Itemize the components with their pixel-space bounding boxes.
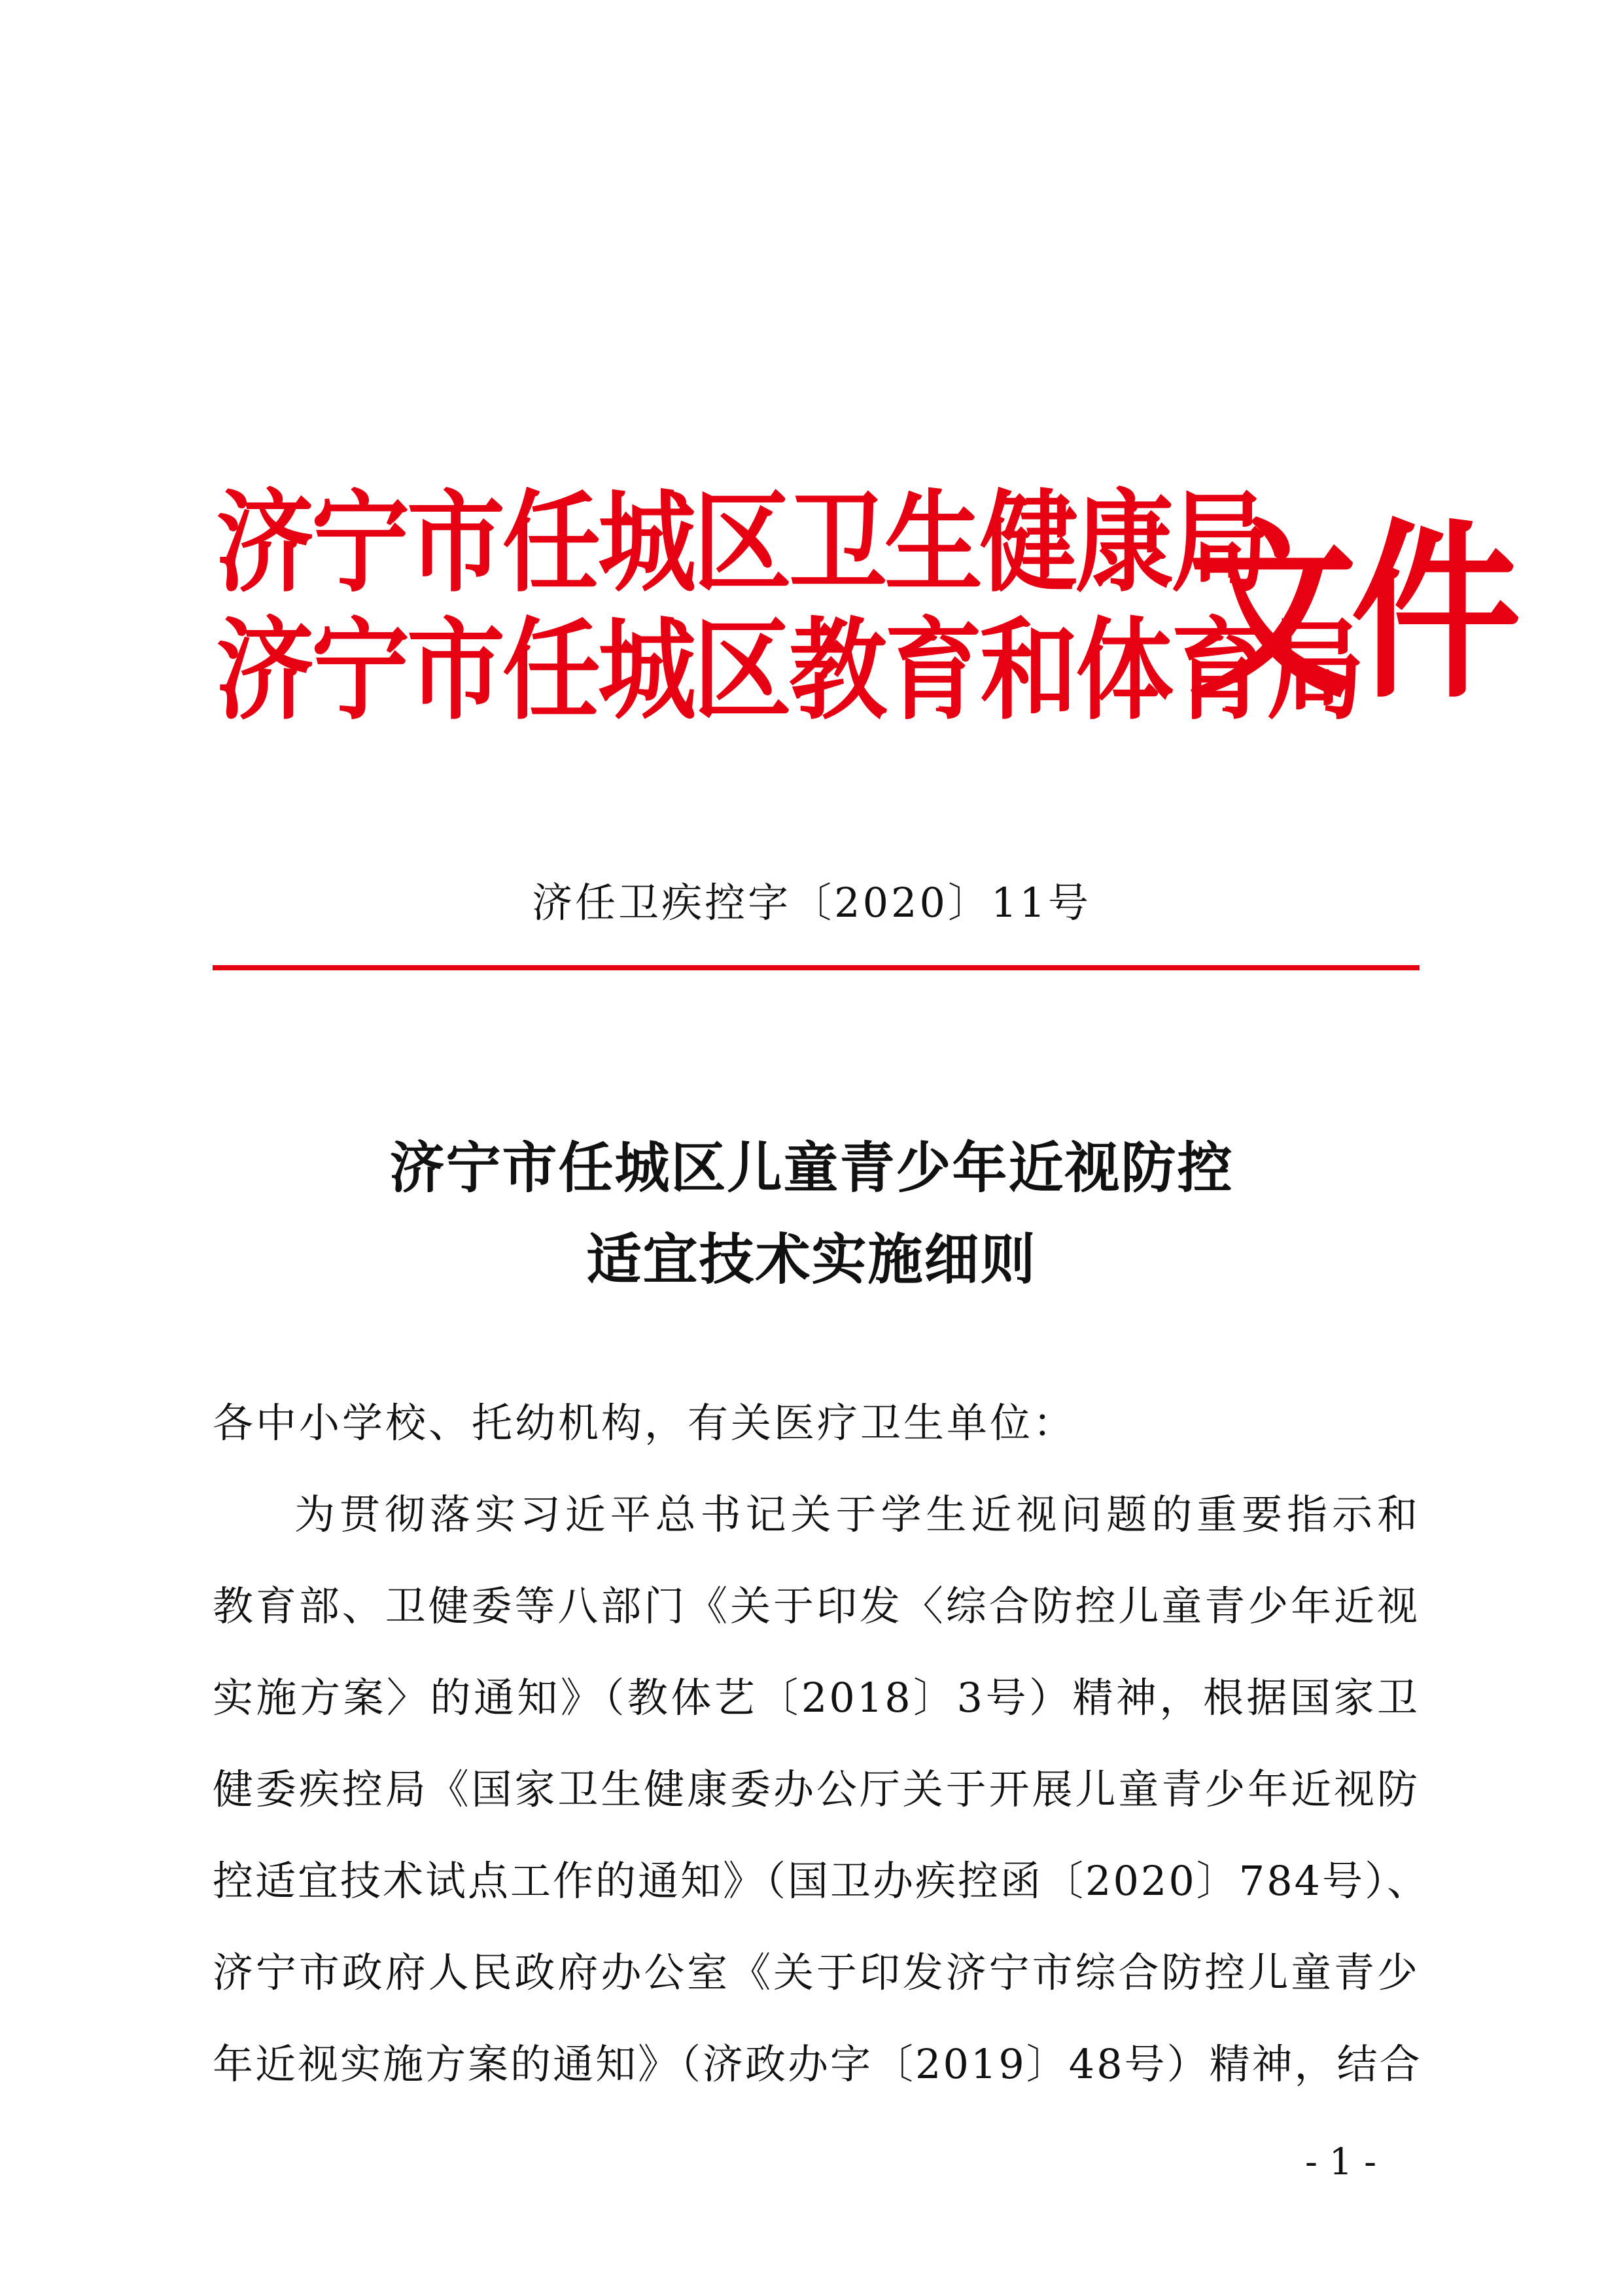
body-text-line: 教育部、卫健委等八部门《关于印发〈综合防控儿童青少年近视 bbox=[213, 1582, 1420, 1630]
body-text-line: 健委疾控局《国家卫生健康委办公厅关于开展儿童青少年近视防 bbox=[213, 1765, 1420, 1813]
document-title-line-2: 适宜技术实施细则 bbox=[586, 1227, 1037, 1292]
body-text-line: 为贯彻落实习近平总书记关于学生近视问题的重要指示和 bbox=[294, 1491, 1420, 1538]
red-divider-line bbox=[213, 965, 1420, 970]
document-title-line-1: 济宁市任城区儿童青少年近视防控 bbox=[389, 1135, 1234, 1200]
body-text-line: 济宁市政府人民政府办公室《关于印发济宁市综合防控儿童青少 bbox=[213, 1949, 1420, 1996]
salutation: 各中小学校、托幼机构，有关医疗卫生单位： bbox=[213, 1399, 1077, 1447]
document-number: 济任卫疾控字〔2020〕11号 bbox=[532, 879, 1091, 927]
issuer-name-education-bureau: 济宁市任城区教育和体育局 bbox=[216, 607, 1363, 735]
body-text-line: 实施方案〉的通知》（教体艺〔2018〕3号）精神，根据国家卫 bbox=[213, 1674, 1420, 1722]
document-type-label: 文件 bbox=[1187, 503, 1514, 725]
issuer-name-health-bureau: 济宁市任城区卫生健康局 bbox=[216, 480, 1267, 608]
page-number: - 1 - bbox=[1305, 2141, 1377, 2183]
body-text-line: 年近视实施方案的通知》（济政办字〔2019〕48号）精神，结合 bbox=[213, 2040, 1422, 2088]
body-text-line: 控适宜技术试点工作的通知》（国卫办疾控函〔2020〕784号）、 bbox=[213, 1857, 1430, 1905]
document-header bbox=[216, 458, 1514, 766]
